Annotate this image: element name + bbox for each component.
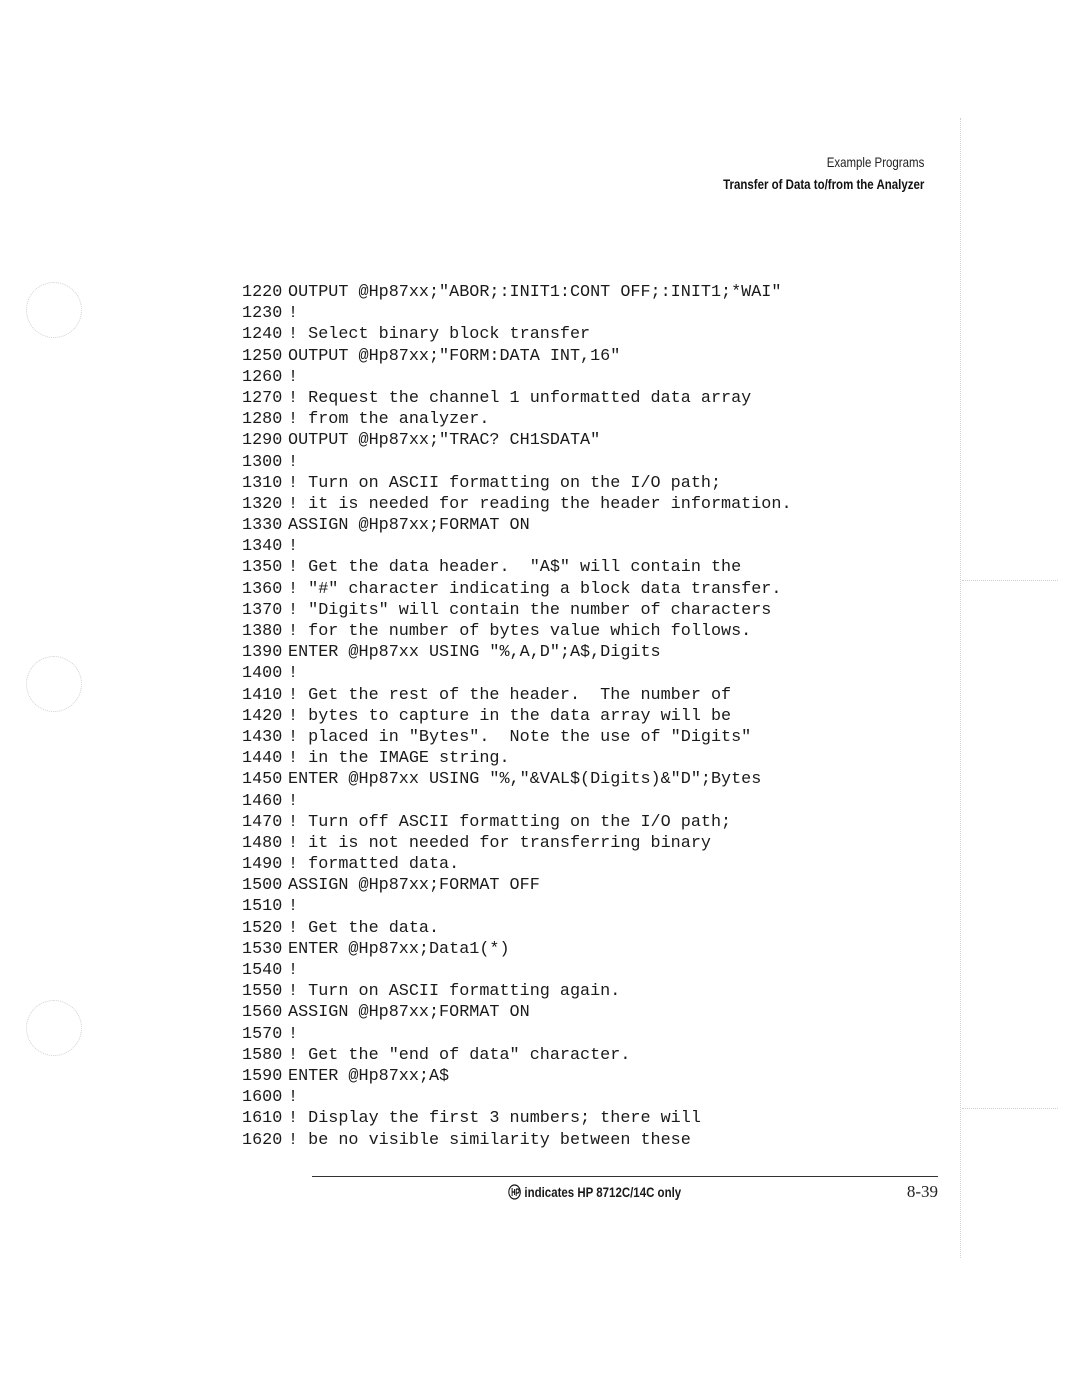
code-line bbox=[242, 960, 792, 981]
line-number: 1270 bbox=[242, 388, 283, 408]
code-line bbox=[242, 346, 792, 367]
code-line bbox=[242, 1130, 792, 1151]
code-text: ! from the analyzer. bbox=[288, 410, 490, 430]
line-number: 1280 bbox=[242, 410, 283, 430]
code-line bbox=[242, 854, 792, 875]
code-line bbox=[242, 939, 792, 960]
line-number: 1250 bbox=[242, 346, 283, 366]
code-line bbox=[242, 367, 792, 388]
code-text: ! it is not needed for transferring binary bbox=[288, 833, 711, 853]
code-text: ASSIGN @Hp87xx;FORMAT OFF bbox=[288, 876, 540, 896]
code-line bbox=[242, 600, 792, 621]
code-line bbox=[242, 896, 792, 917]
code-text: OUTPUT @Hp87xx;"FORM:DATA INT,16" bbox=[288, 346, 621, 366]
running-header bbox=[679, 154, 924, 192]
code-text: ! Turn off ASCII formatting on the I/O path; bbox=[288, 812, 732, 832]
code-line bbox=[242, 430, 792, 451]
line-number: 1600 bbox=[242, 1088, 283, 1108]
code-line bbox=[242, 536, 792, 557]
section-name: Example Programs bbox=[826, 154, 924, 170]
code-text: ! Turn on ASCII formatting again. bbox=[288, 982, 621, 1002]
code-text: ENTER @Hp87xx USING "%,A,D";A$,Digits bbox=[288, 643, 661, 663]
line-number: 1240 bbox=[242, 325, 283, 345]
binder-hole-top bbox=[26, 282, 82, 338]
code-line bbox=[242, 303, 792, 324]
code-text: OUTPUT @Hp87xx;"TRAC? CH1SDATA" bbox=[288, 431, 601, 451]
line-number: 1570 bbox=[242, 1024, 283, 1044]
code-line bbox=[242, 663, 792, 684]
code-line bbox=[242, 727, 792, 748]
code-text: ! bytes to capture in the data array will be bbox=[288, 706, 732, 726]
code-text: ! for the number of bytes value which follows. bbox=[288, 622, 752, 641]
binder-hole-bottom bbox=[26, 1000, 82, 1056]
code-text: ! Get the data. bbox=[288, 918, 440, 938]
code-line bbox=[242, 918, 792, 939]
line-number: 1440 bbox=[242, 749, 283, 769]
line-number: 1590 bbox=[242, 1066, 283, 1086]
line-number: 1560 bbox=[242, 1003, 283, 1023]
line-number: 1390 bbox=[242, 643, 283, 663]
code-text: ! it is needed for reading the header information. bbox=[288, 494, 792, 514]
code-text: ! bbox=[288, 304, 299, 324]
line-number: 1610 bbox=[242, 1109, 283, 1129]
code-line bbox=[242, 642, 792, 663]
code-text: ! bbox=[288, 367, 299, 387]
code-text: ! bbox=[288, 537, 299, 557]
line-number: 1470 bbox=[242, 812, 283, 832]
code-text: ! bbox=[288, 791, 299, 811]
line-number: 1360 bbox=[242, 579, 283, 599]
code-text: ! Turn on ASCII formatting on the I/O path; bbox=[288, 473, 722, 493]
code-line bbox=[242, 621, 792, 642]
code-line bbox=[242, 685, 792, 706]
code-line bbox=[242, 515, 792, 536]
line-number: 1340 bbox=[242, 537, 283, 557]
line-number: 1530 bbox=[242, 939, 283, 959]
line-number: 1300 bbox=[242, 452, 283, 472]
code-text: ! Get the "end of data" character. bbox=[288, 1045, 631, 1065]
line-number: 1460 bbox=[242, 791, 283, 811]
footer-note bbox=[508, 1184, 681, 1200]
code-text: ! be no visible similarity between these bbox=[288, 1130, 691, 1150]
line-number: 1370 bbox=[242, 600, 283, 620]
line-number: 1540 bbox=[242, 961, 283, 980]
code-line bbox=[242, 1108, 792, 1129]
code-text: ! bbox=[288, 664, 299, 684]
code-text: ! bbox=[288, 1088, 299, 1108]
margin-tick bbox=[962, 1108, 1058, 1109]
code-text: ENTER @Hp87xx;A$ bbox=[288, 1066, 450, 1086]
code-text: ! bbox=[288, 452, 299, 472]
code-line bbox=[242, 452, 792, 473]
code-line bbox=[242, 875, 792, 896]
line-number: 1320 bbox=[242, 494, 283, 514]
code-text: ASSIGN @Hp87xx;FORMAT ON bbox=[288, 516, 530, 536]
code-line bbox=[242, 324, 792, 345]
code-text: OUTPUT @Hp87xx;"ABOR;:INIT1:CONT OFF;:INIT1;*WAI" bbox=[288, 283, 782, 302]
code-text: ! placed in "Bytes". Note the use of "Digits" bbox=[288, 727, 752, 747]
footer-note-text: indicates HP 8712C/14C only bbox=[524, 1184, 682, 1200]
line-number: 1410 bbox=[242, 685, 283, 705]
code-listing bbox=[242, 282, 792, 1151]
line-number: 1500 bbox=[242, 876, 283, 896]
code-line bbox=[242, 409, 792, 430]
line-number: 1520 bbox=[242, 918, 283, 938]
code-text: ! Display the first 3 numbers; there will bbox=[288, 1109, 701, 1129]
code-line bbox=[242, 981, 792, 1002]
line-number: 1230 bbox=[242, 304, 283, 324]
code-line bbox=[242, 388, 792, 409]
code-text: ! Request the channel 1 unformatted data array bbox=[288, 388, 752, 408]
code-line bbox=[242, 748, 792, 769]
footer-rule bbox=[312, 1176, 938, 1177]
line-number: 1420 bbox=[242, 706, 283, 726]
line-number: 1490 bbox=[242, 855, 283, 875]
code-text: ! bbox=[288, 961, 299, 980]
code-text: ! Select binary block transfer bbox=[288, 325, 591, 345]
code-line bbox=[242, 282, 792, 303]
code-line bbox=[242, 812, 792, 833]
code-line bbox=[242, 791, 792, 812]
code-text: ! Get the data header. "A$" will contain the bbox=[288, 558, 742, 578]
line-number: 1350 bbox=[242, 558, 283, 578]
hp-logo-icon bbox=[508, 1184, 521, 1200]
code-text: ! "Digits" will contain the number of characters bbox=[288, 600, 772, 620]
margin-tick bbox=[962, 580, 1058, 581]
code-line bbox=[242, 1002, 792, 1023]
line-number: 1330 bbox=[242, 516, 283, 536]
code-text: ENTER @Hp87xx USING "%,"&VAL$(Digits)&"D";Bytes bbox=[288, 770, 762, 790]
page-number: 8-39 bbox=[906, 1182, 938, 1201]
code-text: ! "#" character indicating a block data transfer. bbox=[288, 579, 782, 599]
code-line bbox=[242, 1045, 792, 1066]
code-text: ! Get the rest of the header. The number of bbox=[288, 685, 732, 705]
line-number: 1290 bbox=[242, 431, 283, 451]
code-text: ! formatted data. bbox=[288, 855, 460, 875]
line-number: 1380 bbox=[242, 622, 283, 641]
line-number: 1480 bbox=[242, 833, 283, 853]
code-text: ! in the IMAGE string. bbox=[288, 749, 510, 769]
code-line bbox=[242, 769, 792, 790]
line-number: 1310 bbox=[242, 473, 283, 493]
code-line bbox=[242, 833, 792, 854]
section-title: Transfer of Data to/from the Analyzer bbox=[722, 176, 924, 192]
binder-hole-middle bbox=[26, 656, 82, 712]
code-line bbox=[242, 579, 792, 600]
code-line bbox=[242, 1066, 792, 1087]
line-number: 1550 bbox=[242, 982, 283, 1002]
code-line bbox=[242, 494, 792, 515]
line-number: 1430 bbox=[242, 727, 283, 747]
line-number: 1620 bbox=[242, 1130, 283, 1150]
code-line bbox=[242, 1024, 792, 1045]
line-number: 1510 bbox=[242, 897, 283, 917]
code-line bbox=[242, 706, 792, 727]
code-line bbox=[242, 1087, 792, 1108]
line-number: 1400 bbox=[242, 664, 283, 684]
code-line bbox=[242, 473, 792, 494]
code-text: ENTER @Hp87xx;Data1(*) bbox=[288, 939, 510, 959]
code-text: ! bbox=[288, 897, 299, 917]
line-number: 1220 bbox=[242, 283, 283, 302]
line-number: 1580 bbox=[242, 1045, 283, 1065]
line-number: 1450 bbox=[242, 770, 283, 790]
line-number: 1260 bbox=[242, 367, 283, 387]
margin-line bbox=[960, 118, 961, 1258]
code-text: ASSIGN @Hp87xx;FORMAT ON bbox=[288, 1003, 530, 1023]
code-text: ! bbox=[288, 1024, 299, 1044]
code-line bbox=[242, 557, 792, 578]
